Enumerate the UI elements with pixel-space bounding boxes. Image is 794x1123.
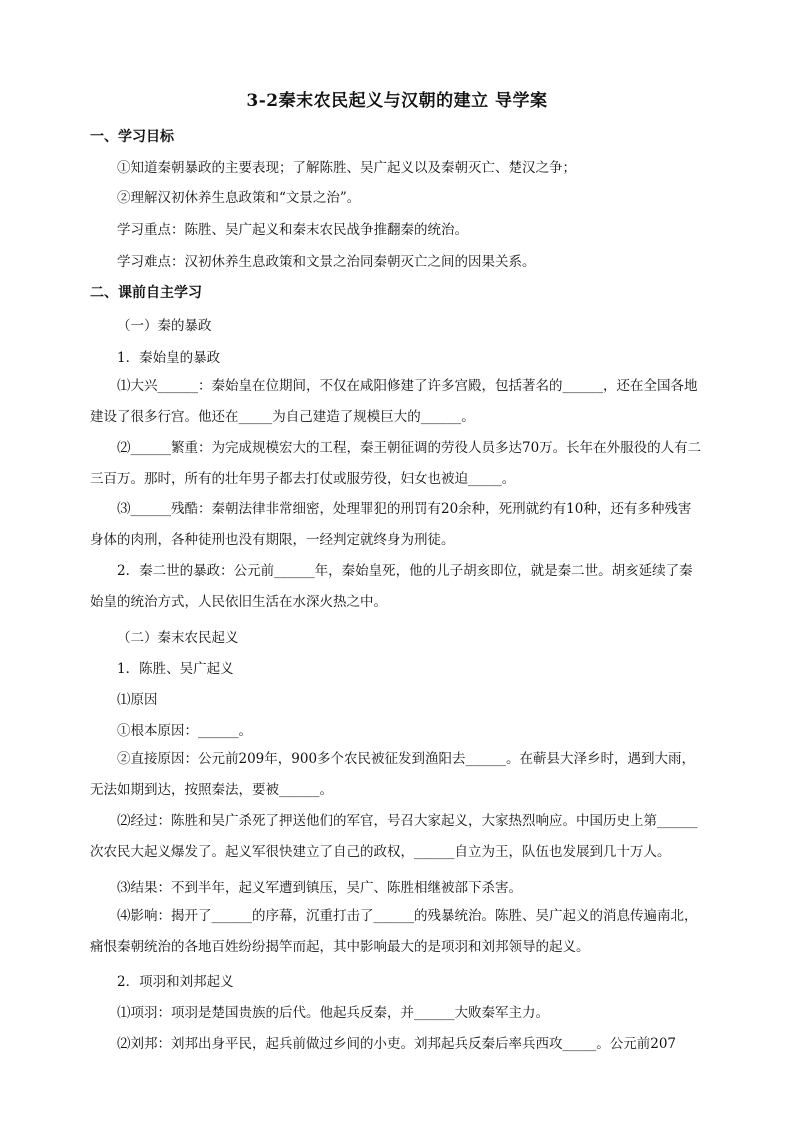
item-heading-chensheng: 1．陈胜、吴广起义 bbox=[117, 661, 234, 677]
section-heading-goals: 一、学习目标 bbox=[90, 129, 174, 145]
paragraph-law: ⑶______残酷：秦朝法律非常细密，处理罪犯的刑罚有20余种，死刑就约有10种，还有多种残害身体的肉刑，各种徒刑也没有期限，一经判定就终身为刑徒。 bbox=[90, 501, 692, 548]
liubang-line: ⑵刘邦：刘邦出身平民，起兵前做过乡间的小吏。刘邦起兵反秦后率兵西攻_____。公元前207 bbox=[117, 1036, 677, 1052]
goal-line-1: ①知道秦朝暴政的主要表现；了解陈胜、吴广起义以及秦朝灭亡、楚汉之争； bbox=[117, 160, 576, 176]
item-heading-xiangyu-liubang: 2．项羽和刘邦起义 bbox=[117, 974, 234, 990]
subsection-qin-tyranny: （一）秦的暴政 bbox=[117, 318, 212, 334]
paragraph-construction: ⑴大兴______：秦始皇在位期间，不仅在咸阳修建了许多宫殿，包括著名的______，还在全国各地建设了很多行宫。他还在_____为自己建造了规模巨大的______。 bbox=[90, 378, 698, 425]
subsection-uprising: （二）秦末农民起义 bbox=[117, 630, 239, 646]
xiangyu-line: ⑴项羽：项羽是楚国贵族的后代。他起兵反秦，并______大败秦军主力。 bbox=[117, 1005, 549, 1021]
paragraph-qin-ershi: 2．秦二世的暴政：公元前______年，秦始皇死，他的儿子胡亥即位，就是秦二世。胡亥延续了秦始皇的统治方式，人民依旧生活在水深火热之中。 bbox=[90, 563, 693, 610]
paragraph-labor: ⑵______繁重：为完成规模宏大的工程，秦王朝征调的劳役人员多达70万。长年在外服役的人有二三百万。那时，所有的壮年男子都去打仗或服劳役，妇女也被迫_____。 bbox=[90, 440, 702, 487]
root-cause-line: ①根本原因：______。 bbox=[117, 723, 252, 739]
key-point-line: 学习重点：陈胜、吴广起义和秦末农民战争推翻秦的统治。 bbox=[117, 222, 468, 238]
paragraph-direct-cause: ②直接原因：公元前209年，900多个农民被征发到渔阳去______。在蕲县大泽乡时，遇到大雨，无法如期到达，按照秦法，要被______。 bbox=[90, 751, 696, 798]
item-heading-qinshihuang: 1．秦始皇的暴政 bbox=[117, 350, 221, 366]
section-heading-self-study: 二、课前自主学习 bbox=[90, 285, 202, 301]
item-heading-cause: ⑴原因 bbox=[117, 692, 158, 708]
difficulty-line: 学习难点：汉初休养生息政策和文景之治同秦朝灭亡之间的因果关系。 bbox=[117, 254, 536, 270]
goal-line-2: ②理解汉初休养生息政策和“文景之治”。 bbox=[117, 190, 361, 206]
paragraph-process: ⑵经过：陈胜和吴广杀死了押送他们的军官，号召大家起义，大家热烈响应。中国历史上第______次农民大起义爆发了。起义军很快建立了自己的政权，______自立为王，队伍也发展到几十万人。 bbox=[90, 813, 698, 860]
page-title: 3-2秦末农民起义与汉朝的建立 导学案 bbox=[246, 91, 548, 111]
paragraph-impact: ⑷影响：揭开了______的序幕，沉重打击了______的残暴统治。陈胜、吴广起义的消息传遍南北，痛恨秦朝统治的各地百姓纷纷揭竿而起，其中影响最大的是项羽和刘邦领导的起义。 bbox=[90, 908, 698, 955]
result-line: ⑶结果：不到半年，起义军遭到镇压，吴广、陈胜相继被部下杀害。 bbox=[117, 880, 522, 896]
